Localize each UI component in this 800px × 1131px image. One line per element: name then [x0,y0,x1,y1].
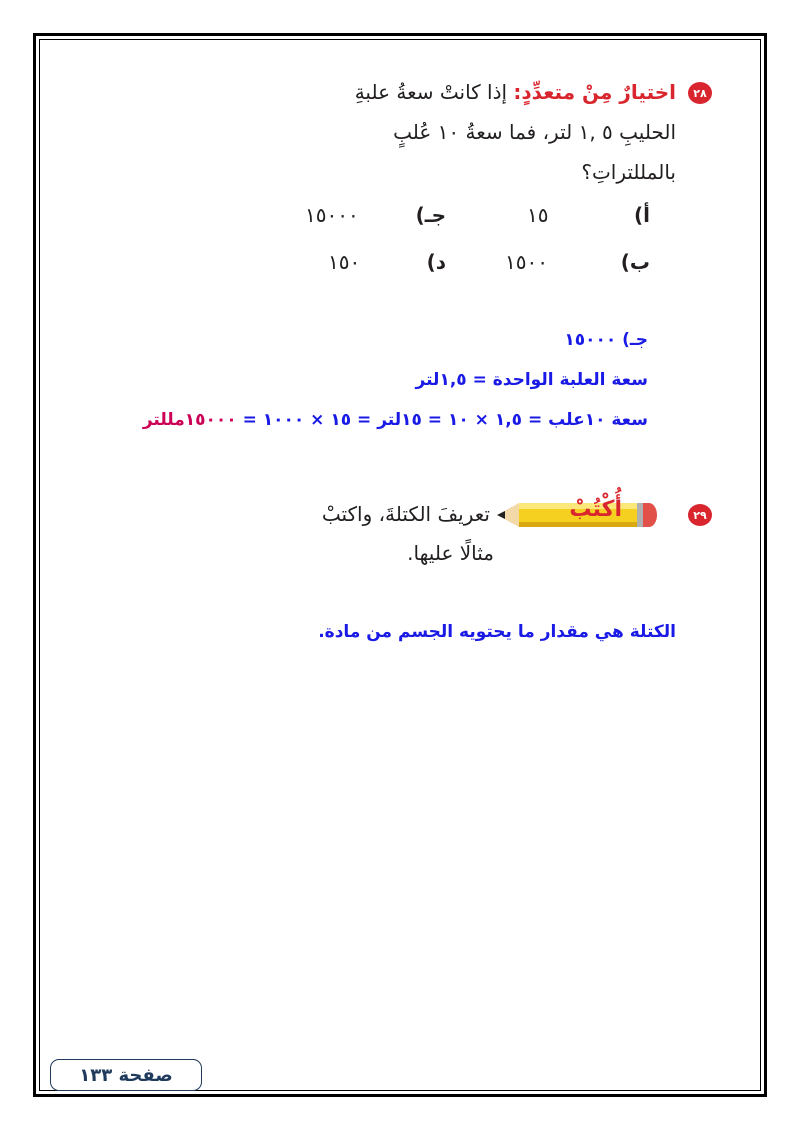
option-c-value: ١٥٠٠٠ [305,203,359,227]
page-number-box [50,1059,202,1091]
question-28-line1 [355,80,676,104]
question-28-line3: بالمللتراتِ؟ [581,160,676,184]
question-28-number: ٢٨ [693,86,707,100]
question-29-line1: تعريفَ الكتلةَ، واكتبْ [321,502,490,526]
answer-28-result: ١٥٠٠٠مللتر [142,410,237,430]
page-border-inner [39,39,761,1091]
question-29-badge [688,504,712,526]
answer-28-choice: جـ) ١٥٠٠٠ [564,330,648,350]
option-b-value: ١٥٠٠ [505,250,548,274]
question-28-badge [688,82,712,104]
option-d-value: ١٥٠ [328,250,361,274]
option-a-value: ١٥ [527,203,549,227]
answer-28-line2-blue: سعة ١٠علب = ١,٥ × ١٠ = ١٥لتر = ١٥ × ١٠٠٠ = [236,410,648,430]
question-29-number: ٢٩ [693,508,707,522]
answer-28-line2 [143,410,648,430]
option-a-letter: أ) [634,203,650,227]
question-28-title: اختيارٌ مِنْ متعدِّدٍ: [513,80,676,104]
page-number: صفحة ١٣٣ [79,1064,173,1086]
question-28-line1-text: إذا كانتْ سعةُ علبةِ [354,80,508,104]
question-28-line2: الحليبِ ٥ ,١ لتر، فما سعةُ ١٠ عُلبٍ [393,120,676,144]
option-c-letter: جـ) [415,203,446,227]
option-d-letter: د) [426,250,446,274]
write-banner-label: أُكْتُبْ [569,497,622,522]
answer-29: الكتلة هي مقدار ما يحتويه الجسم من مادة. [318,622,676,642]
option-b-letter: ب) [620,250,650,274]
answer-28-line1: سعة العلبة الواحدة = ١,٥لتر [415,370,648,390]
question-29-line2: مثالًا عليها. [407,541,494,565]
